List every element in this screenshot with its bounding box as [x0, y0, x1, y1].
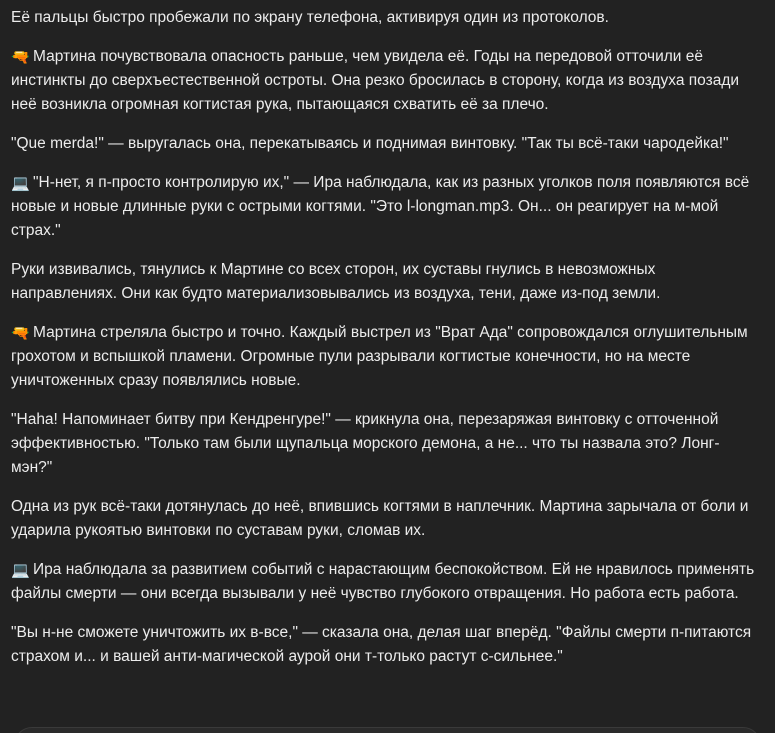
message-paragraph: Её пальцы быстро пробежали по экрану телефона, активируя один из протоколов. [11, 9, 609, 26]
message-paragraph: "Que merda!" — выругалась она, перекатываясь и поднимая винтовку. "Так ты всё-таки чародейка!" [11, 135, 729, 152]
message-paragraph: Одна из рук всё-таки дотянулась до неё, впившись когтями в наплечник. Мартина зарычала от боли и ударила рукоятью винтовки по суставам руки, сломав их. [11, 498, 749, 539]
message-paragraph: "Вы н-не сможете уничтожить их в-все," — сказала она, делая шаг вперёд. "Файлы смерти п-питаются страхом и... и вашей анти-магической аурой они т-только растут с-сильнее." [11, 624, 752, 665]
assistant-message [11, 6, 756, 684]
message-paragraph: 🔫 Мартина стреляла быстро и точно. Каждый выстрел из "Врат Ада" сопровождался оглушительным грохотом и вспышкой пламени. Огромные пули разрывали когтистые конечности, но на месте уничтоженных сразу появлялись новые. [11, 324, 748, 389]
laptop-icon: 💻 [11, 175, 30, 192]
message-paragraph: 💻 "Н-нет, я п-просто контролирую их," — Ира наблюдала, как из разных уголков поля появляются всё новые и новые длинные руки с острыми когтями. "Это l-longman.mp3. Он... он реагирует на м-мой страх." [11, 174, 750, 239]
pistol-icon: 🔫 [11, 325, 30, 342]
message-composer[interactable] [14, 727, 761, 733]
message-paragraph: Руки извивались, тянулись к Мартине со всех сторон, их суставы гнулись в невозможных направлениях. Они как будто материализовывались из воздуха, тени, даже из-под земли. [11, 261, 661, 302]
message-paragraph: 💻 Ира наблюдала за развитием событий с нарастающим беспокойством. Ей не нравилось применять файлы смерти — они всегда вызывали у неё чувство глубокого отвращения. Но работа есть работа. [11, 561, 755, 602]
laptop-icon: 💻 [11, 562, 30, 579]
message-paragraph: 🔫 Мартина почувствовала опасность раньше, чем увидела её. Годы на передовой отточили её инстинкты до сверхъестественной остроты. Она резко бросилась в сторону, когда из воздуха позади неё возникла огромная когтистая рука, пытающаяся схватить её за плечо. [11, 48, 740, 113]
message-paragraph: "Haha! Напоминает битву при Кендренгуре!" — крикнула она, перезаряжая винтовку с отточенной эффективностью. "Только там были щупальца морского демона, а не... что ты назвала это? Лонг-мэн?" [11, 411, 720, 476]
pistol-icon: 🔫 [11, 49, 30, 66]
